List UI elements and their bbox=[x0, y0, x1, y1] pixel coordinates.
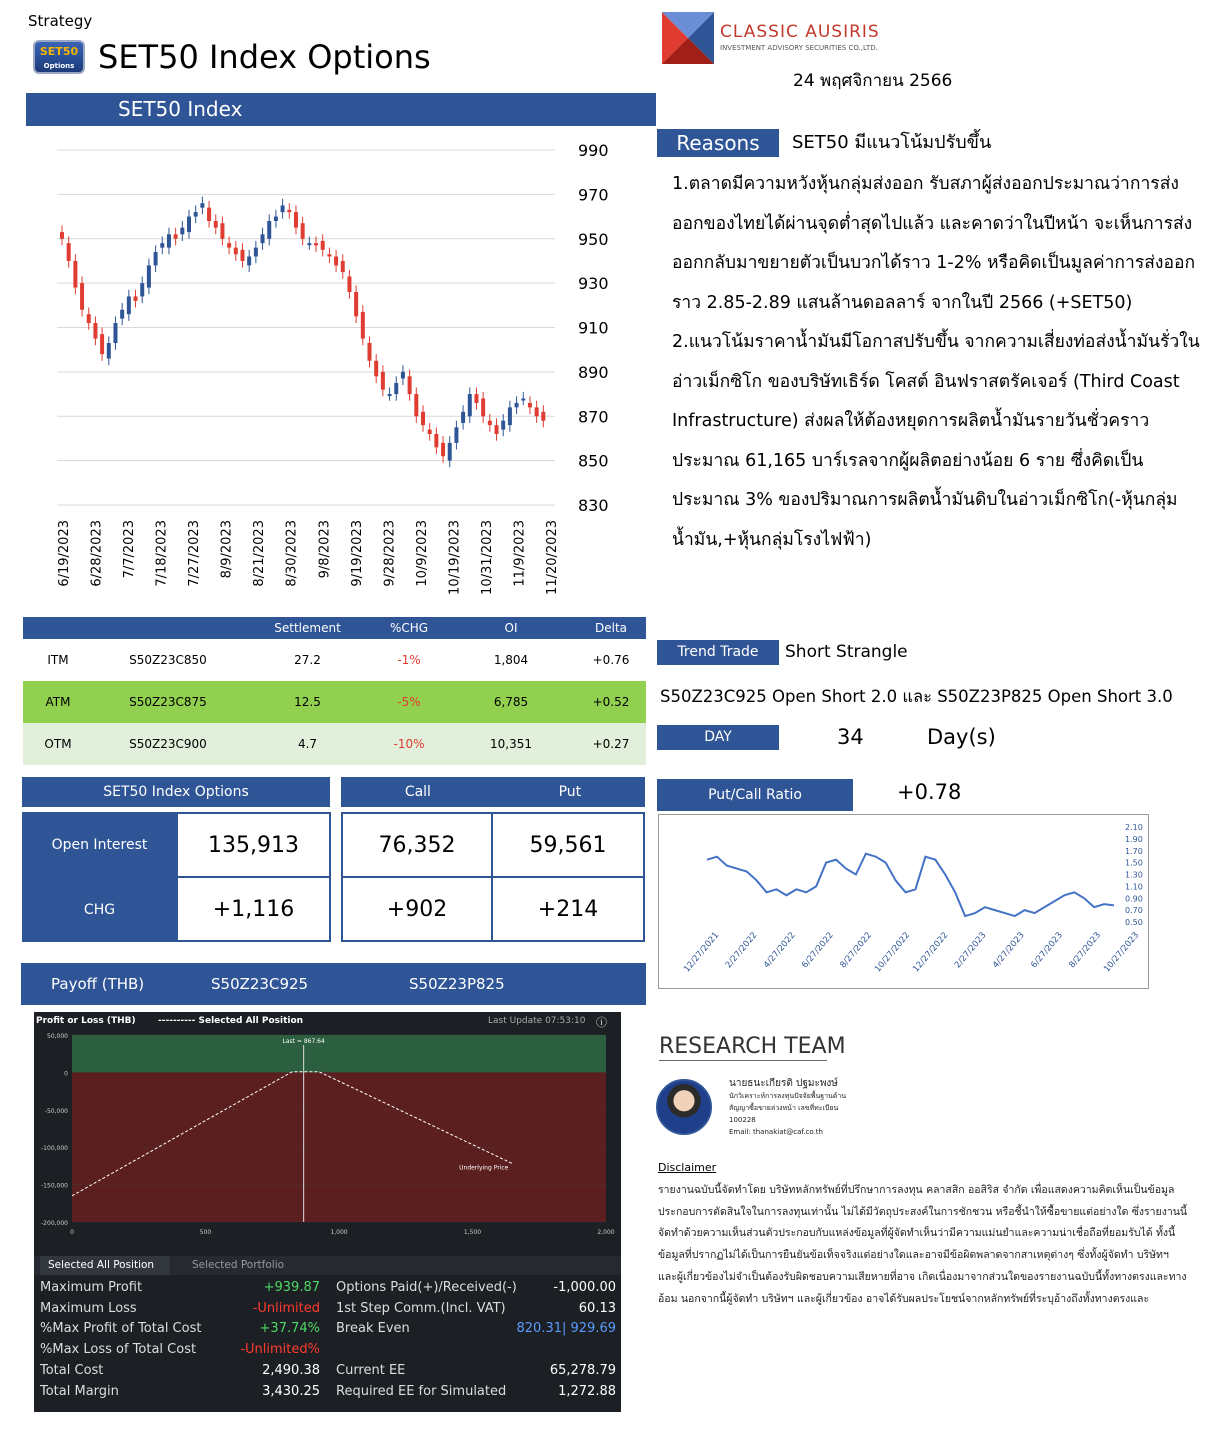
day-unit: Day(s) bbox=[927, 725, 996, 749]
x-tick-label: 9/28/2023 bbox=[382, 520, 398, 587]
brand-subtitle: INVESTMENT ADVISORY SECURITIES CO.,LTD. bbox=[720, 44, 878, 52]
pcr-x-tick: 12/27/2022 bbox=[911, 930, 951, 975]
candle-body bbox=[147, 265, 151, 287]
pcr-x-tick: 12/27/2021 bbox=[682, 930, 722, 975]
reason-2: 2.แนวโน้มราคาน้ำมันมีโอกาสปรับขึ้น จากความเสี่ยงท่อส่งน้ำมันรั่วในอ่าวเม็กซิโก ของบริษัทเธิร์ด โคสต์ อินฟราสตรัคเจอร์ (Third Coast Infrastructure) ส่งผลให้ต้องหยุดการผลิตน้ำมันรายวันชั่วคราวประมาณ 61,165 บาร์เรลจากผู้ผลิตอย่างน้อย 6 ราย ซึ่งคิดเป็นประมาณ 3% ของปริมาณการผลิตน้ำมันดิบในอ่าวเม็กซิโก(-หุ้นกลุ่มน้ำมัน,+หุ้นกลุ่มโรงไฟฟ้า) bbox=[672, 332, 1200, 550]
candle-body bbox=[508, 407, 512, 425]
payoff-x-tick: 0 bbox=[70, 1229, 74, 1236]
chg-total: +1,116 bbox=[176, 876, 331, 942]
x-tick-label: 9/19/2023 bbox=[349, 520, 365, 587]
disclaimer-text: รายงานฉบับนี้จัดทำโดย บริษัทหลักทรัพย์ที่ปรึกษาการลงทุน คลาสสิก ออสิริส จำกัด เพื่อแสดงความคิดเห็นเป็นข้อมูลประกอบการตัดสินใจในการลงทุนเท่านั้น ไม่ได้มีวัตถุประสงค์ในการชักชวน หรือชี้นำให้ซื้อขายแต่อย่างใด ซึ่งรายงานนี้จัดทำด้วยความเห็นส่วนตัวประกอบกับแหล่งข้อมูลที่ผู้จัดทำเห็นว่ามีความแม่นยำและความน่าเชื่อถือที่ยอมรับได้ ทั้งนี้ข้อมูลที่ปรากฏไม่ได้เป็นการยืนยันข้อเท็จจริงแต่อย่างใดและอาจมีข้อผิดพลาดจากสาเหตุต่างๆ ซึ่งทั้งผู้จัดทำ บริษัทฯ และผู้เกี่ยวข้องไม่จำเป็นต้องรับผิดชอบความเสียหายที่อาจ เกิดเนื่องมาจากส่วนใดของรายงานฉบับนี้ทั้งทางตรงและทางอ้อม นอกจากนี้ผู้จัดทำ บริษัทฯ และผู้เกี่ยวข้อง อาจได้รับผลประโยชน์จากหลักทรัพย์ที่ระบุอ้างถึงทั้งทางตรงและ bbox=[658, 1184, 1188, 1305]
x-tick-label: 7/18/2023 bbox=[154, 520, 170, 587]
candle-body bbox=[214, 221, 218, 228]
y-tick-label: 970 bbox=[578, 185, 609, 205]
stat-row: Maximum Profit +939.87 bbox=[40, 1280, 320, 1295]
candle-body bbox=[461, 412, 465, 423]
pcr-value: +0.78 bbox=[897, 780, 962, 804]
oi-title: SET50 Index Options bbox=[22, 777, 330, 807]
brand-logo-icon bbox=[662, 12, 714, 64]
trend-tag: Trend Trade bbox=[657, 640, 779, 665]
candle-body bbox=[501, 421, 505, 430]
candle-body bbox=[220, 223, 224, 239]
candle-body bbox=[441, 443, 445, 456]
payoff-y-tick: -100,000 bbox=[41, 1145, 68, 1153]
candle-body bbox=[240, 250, 244, 261]
candle-body bbox=[107, 343, 111, 359]
info-icon[interactable]: ⓘ bbox=[596, 1016, 607, 1029]
chg-label: CHG bbox=[22, 877, 177, 942]
candle-body bbox=[388, 394, 392, 396]
chg-put: +214 bbox=[491, 876, 645, 942]
pcr-y-tick: 1.30 bbox=[1125, 870, 1143, 880]
candle-body bbox=[227, 243, 231, 247]
pcr-y-tick: 0.90 bbox=[1125, 894, 1143, 904]
candle-body bbox=[294, 212, 298, 228]
brand-name: CLASSIC AUSIRIS bbox=[720, 22, 880, 42]
index-chart-title: SET50 Index bbox=[26, 93, 656, 126]
payoff-bar: Payoff (THB) S50Z23C925 S50Z23P825 bbox=[21, 963, 646, 1005]
pcr-series-line bbox=[707, 854, 1114, 916]
pcr-x-tick: 4/27/2023 bbox=[991, 930, 1027, 971]
call-put-header: Call Put bbox=[341, 777, 645, 807]
x-tick-label: 11/9/2023 bbox=[512, 520, 528, 587]
x-tick-label: 10/31/2023 bbox=[479, 520, 495, 595]
candle-body bbox=[247, 257, 251, 266]
payoff-x-tick: 1,000 bbox=[330, 1229, 348, 1236]
candle-body bbox=[307, 243, 311, 245]
candle-body bbox=[414, 394, 418, 416]
pcr-chart-frame bbox=[658, 814, 1149, 989]
candle-body bbox=[167, 234, 171, 247]
x-tick-label: 7/7/2023 bbox=[122, 520, 138, 579]
candle-body bbox=[474, 394, 478, 403]
candle-body bbox=[93, 323, 97, 339]
set50-candlestick-chart bbox=[20, 130, 640, 610]
candle-body bbox=[140, 283, 144, 296]
y-tick-label: 890 bbox=[578, 362, 609, 382]
pcr-y-tick: 1.10 bbox=[1125, 882, 1143, 892]
candle-body bbox=[495, 425, 499, 434]
payoff-x-tick: 2,000 bbox=[597, 1229, 615, 1236]
x-tick-label: 10/9/2023 bbox=[414, 520, 430, 587]
day-tag: DAY bbox=[657, 725, 779, 750]
y-tick-label: 910 bbox=[578, 318, 609, 338]
candle-body bbox=[374, 361, 378, 377]
candle-body bbox=[301, 223, 305, 239]
candle-body bbox=[421, 412, 425, 425]
y-tick-label: 950 bbox=[578, 229, 609, 249]
candle-body bbox=[274, 217, 278, 221]
candle-body bbox=[408, 376, 412, 394]
candle-body bbox=[401, 372, 405, 379]
candle-body bbox=[60, 232, 64, 239]
stat-row: Required EE for Simulated 1,272.88 bbox=[336, 1383, 616, 1399]
oi-label: Open Interest bbox=[22, 812, 177, 877]
trade-instruction: S50Z23C925 Open Short 2.0 และ S50Z23P825 Open Short 3.0 bbox=[660, 687, 1173, 706]
candle-body bbox=[327, 254, 331, 256]
candle-body bbox=[347, 276, 351, 292]
pcr-x-tick: 6/27/2022 bbox=[800, 930, 836, 971]
table-row: ITM S50Z23C850 27.2 -1% 1,804 +0.76 bbox=[23, 639, 646, 681]
col-header bbox=[93, 617, 243, 639]
candle-body bbox=[448, 443, 452, 461]
pcr-y-tick: 0.50 bbox=[1125, 918, 1143, 927]
reasons-headline: SET50 มีแนวโน้มปรับขึ้น bbox=[792, 132, 992, 153]
last-price-label: Last = 867.64 bbox=[282, 1038, 325, 1045]
pcr-y-tick: 1.50 bbox=[1125, 858, 1143, 868]
stat-row: 1st Step Comm.(Incl. VAT) 60.13 bbox=[336, 1300, 616, 1316]
stat-row: Total Margin 3,430.25 bbox=[40, 1383, 320, 1399]
y-tick-label: 830 bbox=[578, 496, 609, 515]
reasons-tag: Reasons bbox=[657, 129, 779, 157]
payoff-x-tick: 500 bbox=[199, 1229, 212, 1236]
candle-body bbox=[187, 217, 191, 233]
stat-row: Break Even 820.31| 929.69 bbox=[336, 1321, 616, 1337]
candle-body bbox=[354, 292, 358, 316]
report-date: 24 พฤศจิกายน 2566 bbox=[793, 71, 953, 91]
stat-row: Current EE 65,278.79 bbox=[336, 1362, 616, 1378]
oi-total: 135,913 bbox=[176, 812, 331, 878]
pcr-x-tick: 6/27/2023 bbox=[1029, 930, 1065, 971]
candle-body bbox=[207, 208, 211, 221]
pcr-x-tick: 8/27/2023 bbox=[1067, 930, 1104, 971]
candle-body bbox=[428, 430, 432, 434]
x-tick-label: 6/28/2023 bbox=[89, 520, 105, 587]
candle-body bbox=[541, 412, 545, 421]
col-header: Settlement bbox=[243, 617, 372, 639]
candle-body bbox=[341, 261, 345, 272]
col-header: %CHG bbox=[372, 617, 446, 639]
payoff-y-tick: -200,000 bbox=[41, 1220, 68, 1227]
candle-body bbox=[194, 212, 198, 216]
pcr-tag: Put/Call Ratio bbox=[657, 779, 853, 811]
x-tick-label: 8/30/2023 bbox=[284, 520, 300, 587]
pcr-y-tick: 2.10 bbox=[1125, 823, 1143, 832]
candle-body bbox=[127, 296, 131, 314]
candle-body bbox=[73, 261, 77, 288]
trend-value: Short Strangle bbox=[785, 642, 908, 662]
candle-body bbox=[528, 403, 532, 407]
payoff-x-tick: 1,500 bbox=[463, 1229, 482, 1236]
x-tick-label: 11/20/2023 bbox=[545, 520, 560, 595]
col-header bbox=[23, 617, 93, 639]
candle-body bbox=[87, 314, 91, 323]
reason-1: 1.ตลาดมีความหวังหุ้นกลุ่มส่งออก รับสภาผู้ส่งออกประมาณว่าการส่งออกของไทยได้ผ่านจุดต่ำสุดไปแล้ว และคาดว่าในปีหน้า จะเห็นการส่งออกกลับมาขยายตัวเป็นบวกได้ราว 1-2% หรือคิดเป็นมูลค่าการส่งออกราว 2.85-2.89 แสนล้านดอลลาร์ จากในปี 2566 (+SET50) bbox=[672, 174, 1196, 313]
candle-body bbox=[100, 334, 104, 354]
candle-body bbox=[200, 203, 204, 207]
pcr-x-tick: 10/27/2022 bbox=[873, 930, 913, 975]
research-team-heading: RESEARCH TEAM bbox=[659, 1034, 846, 1059]
y-tick-label: 990 bbox=[578, 141, 609, 160]
stat-row: Total Cost 2,490.38 bbox=[40, 1362, 320, 1378]
payoff-stats bbox=[34, 1280, 621, 1410]
reasons-body bbox=[672, 165, 1207, 560]
stat-row: %Max Loss of Total Cost -Unlimited% bbox=[40, 1342, 320, 1358]
candle-body bbox=[515, 403, 519, 407]
payoff-panel: Profit or Loss (THB) ---------- Selected All Position Last Update 07:53:10 ⓘ 50,000 0 -50,000 -100,000 -150,000 -200,000 0 500 1,000 1,500 2,000 Last = 867.64 Underlying Price Selected All Position Selected Portfolio Maximum Profit +939.87 Maximum Loss -Unlimited %Max Profit of Total Cost +37.74% %Max Loss of Total Cost -Unlimited% Total Cost 2,490.38 Total Margin 3,430.25 Options Paid(+)/Received(-) -1,000.00 1st Step Comm.(Incl. VAT) 60.13 Break Even 820.31| 929.69 Current EE 65,278.79 Required EE for Simulated 1,272.88 bbox=[34, 1012, 621, 1412]
pcr-x-tick: 10/27/2023 bbox=[1102, 930, 1142, 975]
tab-selected-all[interactable]: Selected All Position bbox=[40, 1256, 170, 1275]
candle-body bbox=[174, 234, 178, 238]
candle-body bbox=[67, 243, 71, 261]
analyst-info: นายธนะเกียรติ ปฐมะพงษ์ นักวิเคราะห์การลงทุนปัจจัยพื้นฐานด้าน สัญญาซื้อขายล่วงหน้า เลขที่ทะเบียน 100228 Email: thanakiat@caf.co.th bbox=[729, 1078, 847, 1136]
candle-body bbox=[80, 283, 84, 310]
y-tick-label: 930 bbox=[578, 274, 609, 294]
candle-body bbox=[454, 427, 458, 443]
candle-body bbox=[134, 296, 138, 300]
candle-body bbox=[381, 372, 385, 390]
tab-selected-portfolio[interactable]: Selected Portfolio bbox=[192, 1259, 285, 1271]
candle-body bbox=[180, 228, 184, 235]
stat-row: %Max Profit of Total Cost +37.74% bbox=[40, 1321, 320, 1337]
candle-body bbox=[254, 248, 258, 257]
candle-body bbox=[287, 210, 291, 212]
payoff-y-tick: 50,000 bbox=[47, 1033, 68, 1040]
analyst-avatar bbox=[656, 1079, 712, 1135]
candle-body bbox=[488, 421, 492, 425]
candle-body bbox=[434, 434, 438, 447]
candle-body bbox=[394, 383, 398, 394]
underlying-price-label: Underlying Price bbox=[459, 1164, 509, 1172]
pcr-y-tick: 1.70 bbox=[1125, 846, 1143, 856]
candle-body bbox=[281, 205, 285, 212]
candle-body bbox=[314, 243, 318, 245]
payoff-y-tick: -150,000 bbox=[41, 1182, 68, 1190]
pcr-y-tick: 1.90 bbox=[1125, 834, 1143, 844]
payoff-y-tick: 0 bbox=[64, 1070, 68, 1078]
pcr-x-tick: 2/27/2023 bbox=[952, 930, 989, 971]
candle-body bbox=[120, 310, 124, 319]
profit-zone bbox=[72, 1035, 606, 1072]
candle-body bbox=[368, 343, 372, 361]
payoff-chart bbox=[34, 1030, 621, 1260]
oi-put: 59,561 bbox=[491, 812, 645, 878]
col-header: OI bbox=[446, 617, 576, 639]
x-tick-label: 6/19/2023 bbox=[57, 520, 72, 587]
candle-body bbox=[267, 221, 271, 239]
oi-call: 76,352 bbox=[341, 812, 493, 878]
disclaimer-title: Disclaimer bbox=[658, 1161, 717, 1174]
payoff-y-tick: -50,000 bbox=[44, 1107, 68, 1115]
table-row: OTM S50Z23C900 4.7 -10% 10,351 +0.27 bbox=[23, 723, 646, 765]
candle-body bbox=[468, 394, 472, 416]
x-tick-label: 10/19/2023 bbox=[447, 520, 463, 595]
options-table bbox=[23, 617, 646, 765]
stat-row: Maximum Loss -Unlimited bbox=[40, 1300, 320, 1316]
col-header: Delta bbox=[576, 617, 646, 639]
y-tick-label: 870 bbox=[578, 407, 609, 427]
y-tick-label: 850 bbox=[578, 451, 609, 471]
pcr-line-chart bbox=[659, 815, 1148, 988]
candle-body bbox=[154, 252, 158, 265]
pcr-y-tick: 0.70 bbox=[1125, 906, 1143, 916]
candle-body bbox=[234, 248, 238, 255]
candle-body bbox=[160, 243, 164, 247]
candle-body bbox=[361, 312, 365, 339]
candle-body bbox=[481, 399, 485, 417]
pcr-x-tick: 8/27/2022 bbox=[838, 930, 875, 971]
x-tick-label: 9/8/2023 bbox=[317, 520, 333, 579]
table-row: ATM S50Z23C875 12.5 -5% 6,785 +0.52 bbox=[23, 681, 646, 723]
x-tick-label: 7/27/2023 bbox=[187, 520, 203, 587]
candle-body bbox=[261, 234, 265, 243]
candle-body bbox=[321, 241, 325, 250]
set50-logo: SET50 Options bbox=[33, 40, 85, 74]
candle-body bbox=[334, 257, 338, 266]
pcr-x-tick: 4/27/2022 bbox=[761, 930, 798, 971]
candle-body bbox=[535, 407, 539, 416]
candle-body bbox=[113, 323, 117, 343]
x-tick-label: 8/21/2023 bbox=[252, 520, 268, 587]
chg-call: +902 bbox=[341, 876, 493, 942]
candle-body bbox=[521, 399, 525, 401]
pcr-x-tick: 2/27/2022 bbox=[723, 930, 760, 971]
x-tick-label: 8/9/2023 bbox=[219, 520, 235, 579]
page-title: SET50 Index Options bbox=[98, 38, 431, 76]
section-label: Strategy bbox=[28, 12, 93, 30]
day-value: 34 bbox=[837, 725, 864, 749]
stat-row: Options Paid(+)/Received(-) -1,000.00 bbox=[336, 1280, 616, 1295]
